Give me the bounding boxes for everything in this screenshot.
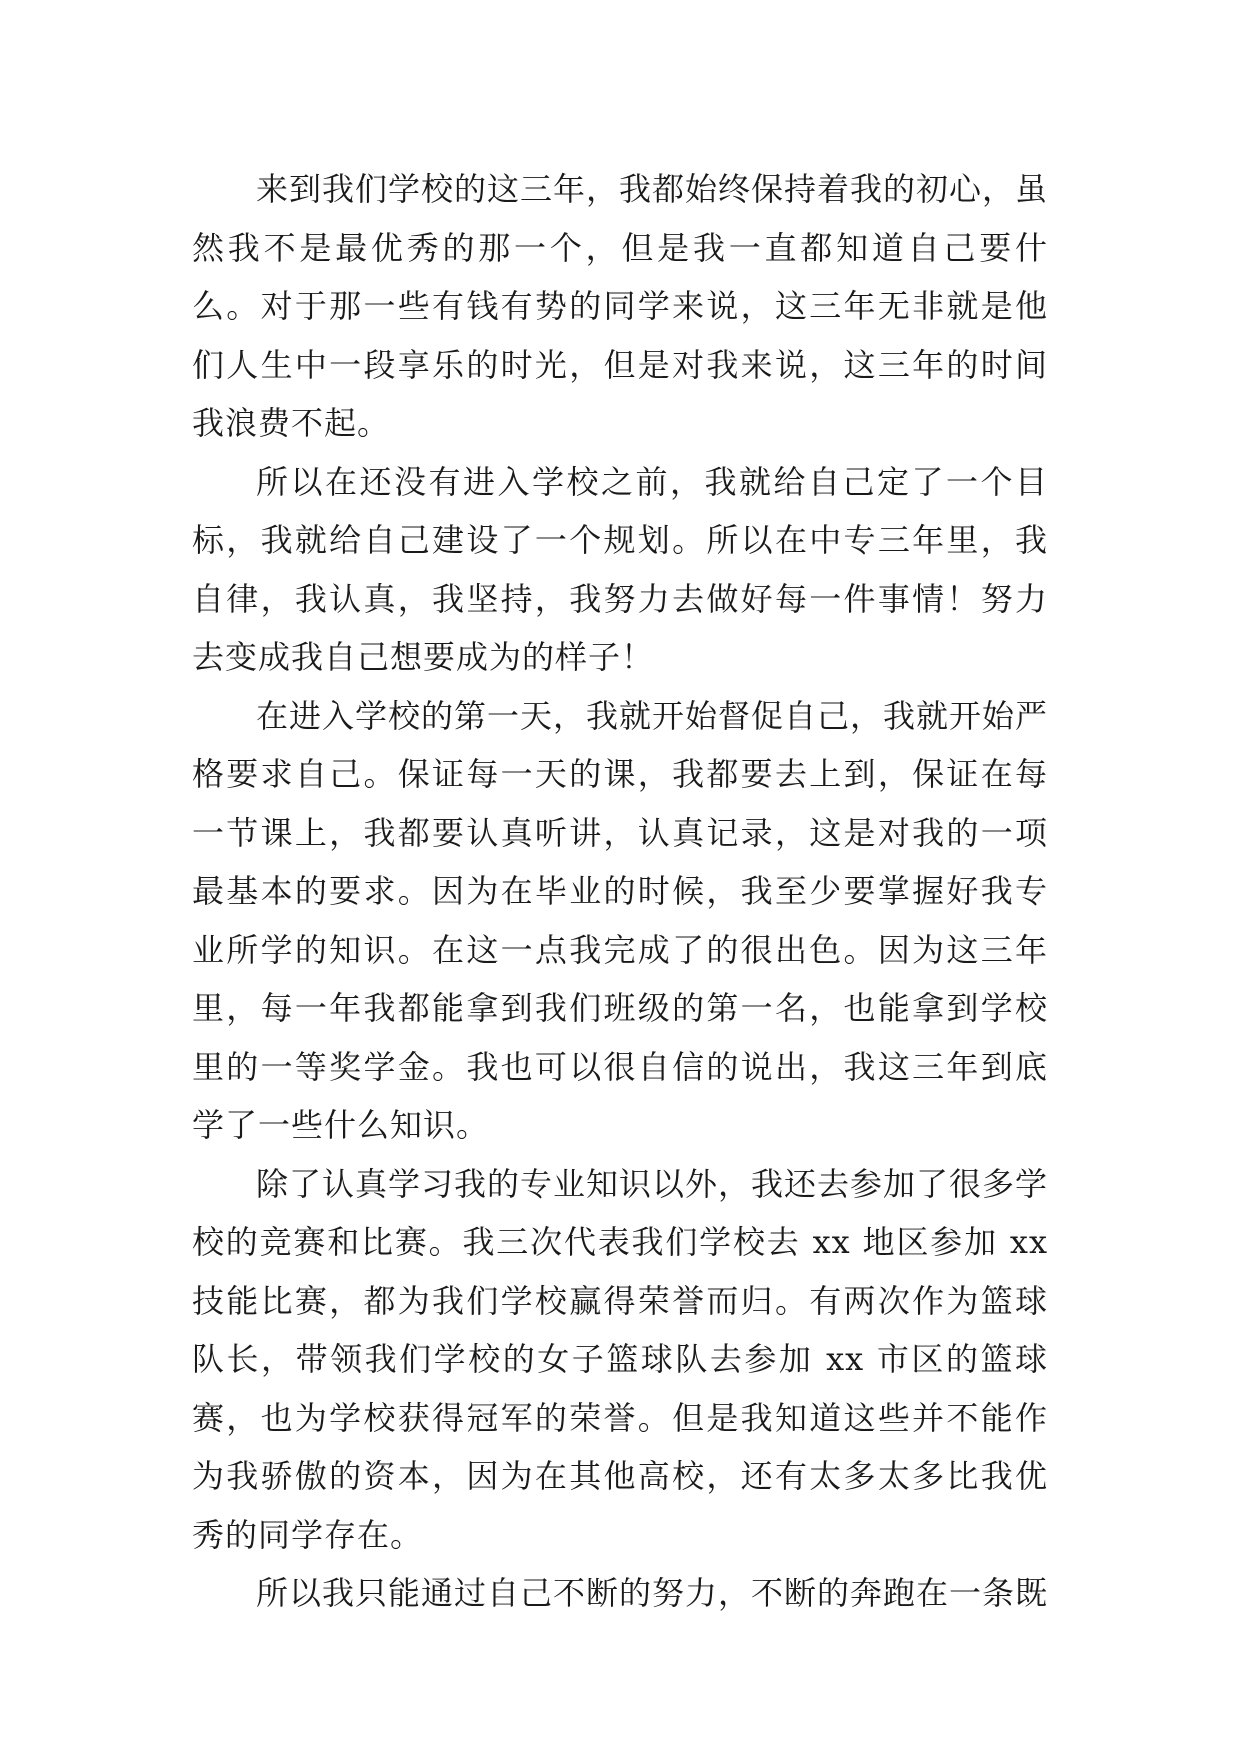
paragraph: 在进入学校的第一天，我就开始督促自己，我就开始严格要求自己。保证每一天的课，我都要去上到，保证在每一节课上，我都要认真听讲，认真记录，这是对我的一项最基本的要求。因为在毕业的时候，我至少要掌握好我专业所学的知识。在这一点我完成了的很出色。因为这三年里，每一年我都能拿到我们班级的第一名，也能拿到学校里的一等奖学金。我也可以很自信的说出，我这三年到底学了一些什么知识。 — [192, 696, 1049, 1144]
document-body — [192, 160, 1048, 1623]
paragraph: 所以在还没有进入学校之前，我就给自己定了一个目标，我就给自己建设了一个规划。所以在中专三年里，我自律，我认真，我坚持，我努力去做好每一件事情！努力去变成我自己想要成为的样子！ — [192, 462, 1048, 676]
paragraph: 来到我们学校的这三年，我都始终保持着我的初心，虽然我不是最优秀的那一个，但是我一直都知道自己要什么。对于那一些有钱有势的同学来说，这三年无非就是他们人生中一段享乐的时光，但是对我来说，这三年的时间我浪费不起。 — [192, 170, 1049, 442]
paragraph: 除了认真学习我的专业知识以外，我还去参加了很多学校的竞赛和比赛。我三次代表我们学校去 xx 地区参加 xx 技能比赛，都为我们学校赢得荣誉而归。有两次作为篮球队长，带领我们学校的女子篮球队去参加 xx 市区的篮球赛，也为学校获得冠军的荣誉。但是我知道这些并不能作为我骄傲的资本，因为在其他高校，还有太多太多比我优秀的同学存在。 — [192, 1164, 1049, 1554]
paragraph: 所以我只能通过自己不断的努力，不断的奔跑在一条既 — [256, 1574, 1049, 1612]
